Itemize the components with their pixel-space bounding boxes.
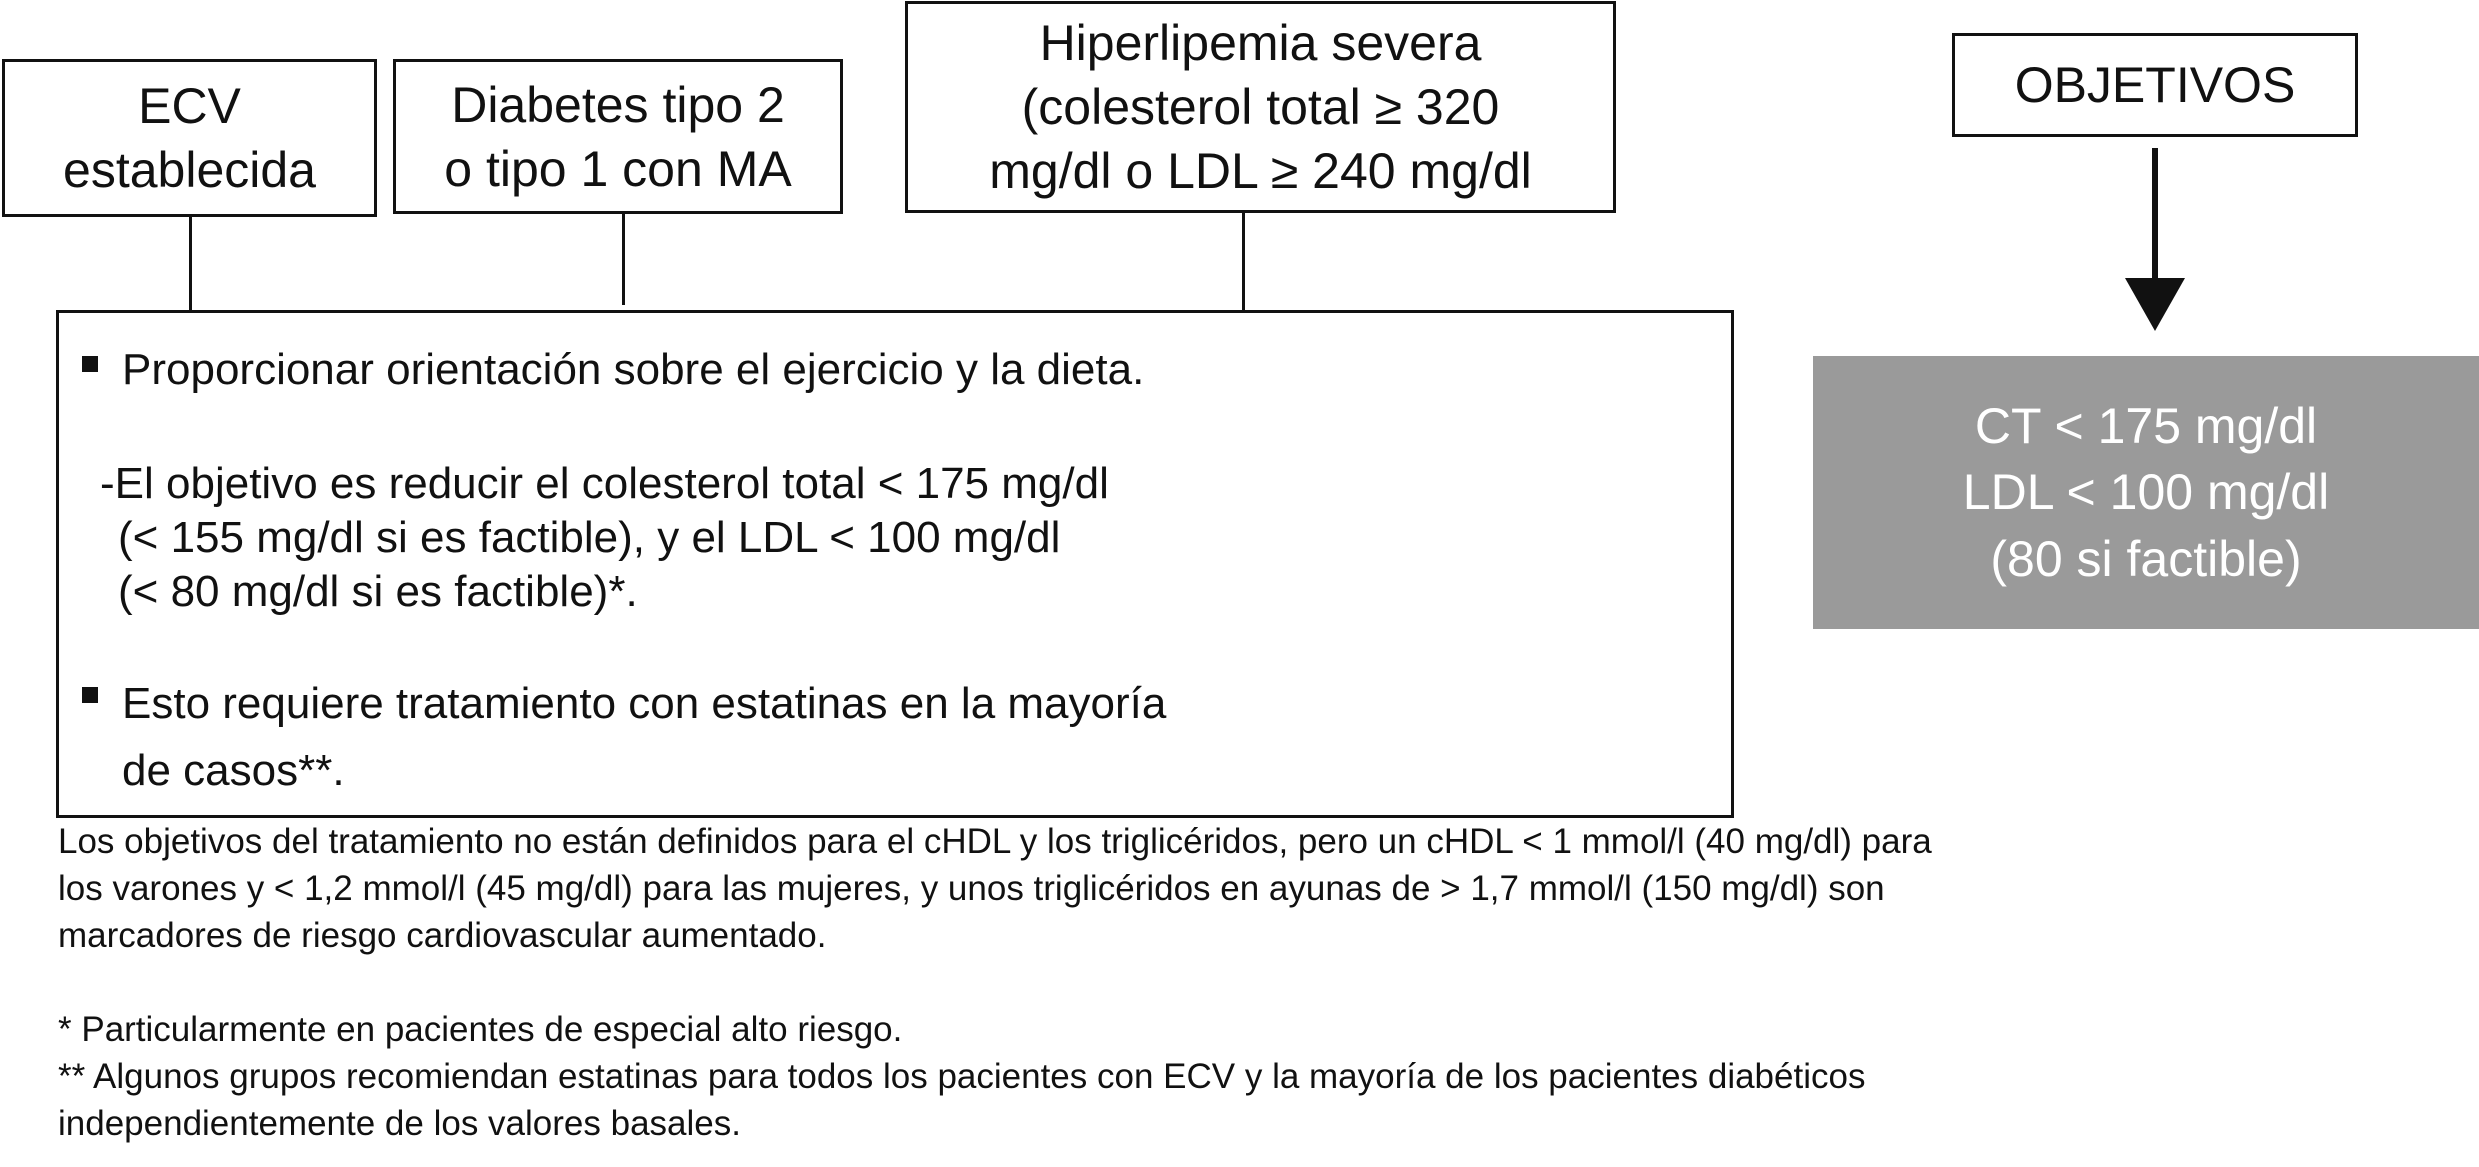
bullet-1-marker [82,356,98,372]
objectives-targets-box [1813,356,2479,629]
condition-hiperlipemia-line-3: mg/dl o LDL ≥ 240 mg/dl [989,143,1532,199]
recommendations-box [56,310,1734,818]
connector-diabetes [622,213,625,305]
notes-paragraph-line-1: Los objetivos del tratamiento no están definidos para el cHDL y los triglicéridos, pero un cHDL < 1 mmol/l (40 mg/dl) para [58,822,1932,861]
bullet-2-line-1: Esto requiere tratamiento con estatinas en la mayoría [122,679,1167,728]
condition-box-diabetes [393,59,843,214]
objectives-label: OBJETIVOS [2014,57,2296,113]
condition-ecv-line-1: ECV [138,78,241,134]
condition-box-ecv [2,59,377,217]
objectives-label-box [1952,33,2358,137]
footnote-2-line-2: independientemente de los valores basales. [58,1104,741,1143]
target-ldl: LDL < 100 mg/dl [1962,464,2330,521]
target-ct: CT < 175 mg/dl [1974,397,2318,454]
connector-hiperlipemia [1242,212,1245,312]
condition-hiperlipemia-line-2: (colesterol total ≥ 320 [1021,79,1500,135]
footnote-2-line-1: ** Algunos grupos recomiendan estatinas para todos los pacientes con ECV y la mayoría de los pacientes diabéticos [58,1057,1866,1096]
arrow-head [2125,278,2185,331]
condition-ecv-line-2: establecida [63,142,316,198]
bullet-2-line-2: de casos**. [122,746,345,795]
notes-spacer [58,959,2438,1006]
bullet-1-text: Proporcionar orientación sobre el ejercicio y la dieta. [122,345,1145,394]
footnote-1: * Particularmente en pacientes de especial alto riesgo. [58,1010,903,1049]
notes-section [58,818,2438,1147]
condition-diabetes-line-2: o tipo 1 con MA [444,140,792,197]
condition-box-hiperlipemia [905,1,1616,213]
condition-hiperlipemia-line-1: Hiperlipemia severa [1039,15,1482,71]
condition-diabetes-line-1: Diabetes tipo 2 [451,76,785,133]
objective-line-2: (< 155 mg/dl si es factible), y el LDL < 100 mg/dl [118,513,1061,562]
notes-paragraph-line-2: los varones y < 1,2 mmol/l (45 mg/dl) para las mujeres, y unos triglicéridos en ayunas de > 1,7 mmol/l (150 mg/dl) son [58,869,1885,908]
bullet-2-marker [82,687,98,703]
objective-line-1: -El objetivo es reducir el colesterol total < 175 mg/dl [100,459,1109,508]
notes-paragraph-line-3: marcadores de riesgo cardiovascular aumentado. [58,916,827,955]
objective-line-3: (< 80 mg/dl si es factible)*. [118,567,638,616]
connector-ecv [189,216,192,312]
target-ldl-factible: (80 si factible) [1990,530,2302,587]
down-arrow-icon [2110,148,2200,334]
